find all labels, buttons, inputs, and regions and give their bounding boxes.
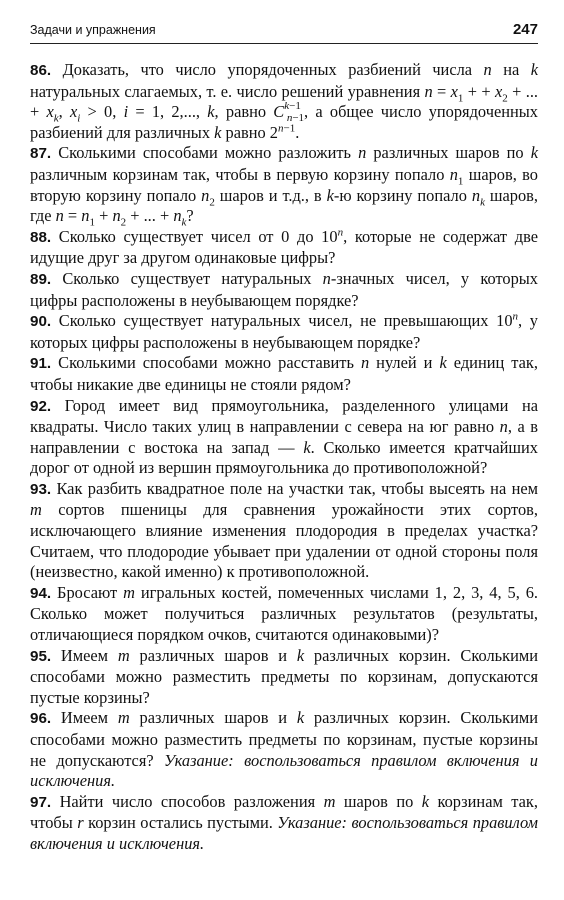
problem-item bbox=[30, 269, 538, 311]
problem-number: 97. bbox=[30, 793, 52, 811]
running-title: Задачи и упражнения bbox=[30, 23, 156, 37]
problem-item bbox=[30, 708, 538, 791]
problem-text: Сколько существует натуральных чисел, не превышающих 10$^n$, у которых цифры расположены в неубывающем порядке? bbox=[30, 310, 538, 352]
problem-text: Сколько существует натуральных n-значных чисел, у которых цифры расположены в неубывающем порядке? bbox=[30, 268, 538, 310]
problem-text: Доказать, что число упорядоченных разбиений числа n на k натуральных слагаемых, т. е. число решений уравнения $n = x_1$ + + $x_2$ + ... + $x_k$, $x_i > 0$, i = 1, 2,..., k, равно $C^{k-1}_{n-1}$, а общее число упорядоченных разбиений для различных k равно $2^{n-1}$. bbox=[30, 60, 539, 142]
problem-item bbox=[30, 227, 538, 269]
problem-text: Имеем m различных шаров и k различных корзин. Сколькими способами можно разместить предметы по корзинам, допускаются пустые корзины? bbox=[30, 645, 539, 707]
problem-text: Имеем m различных шаров и k различных корзин. Сколькими способами можно разместить предметы по корзинам, пустые корзины не допускаются? Указание: воспользоваться правилом включения и исключения. bbox=[30, 708, 539, 791]
problem-item bbox=[30, 792, 538, 855]
problem-item bbox=[30, 353, 538, 395]
problem-text: Сколькими способами можно расставить n нулей и k единиц так, чтобы никакие две единицы не стояли рядом? bbox=[30, 353, 538, 394]
problem-item bbox=[30, 646, 538, 709]
problem-number: 94. bbox=[30, 584, 52, 602]
problem-item bbox=[30, 143, 539, 229]
problem-text: Найти число способов разложения m шаров по k корзинам так, чтобы r корзин остались пустыми. Указание: воспользоваться правилом включения и исключения. bbox=[30, 791, 538, 853]
problem-item bbox=[30, 479, 538, 583]
problem-number: 87. bbox=[30, 145, 52, 163]
problem-number: 95. bbox=[30, 647, 52, 665]
problem-number: 90. bbox=[30, 313, 52, 331]
problem-item bbox=[30, 583, 538, 646]
problem-number: 86. bbox=[30, 62, 52, 79]
problem-text: Сколько существует чисел от 0 до 10$^n$, которые не содержат две идущие друг за другом одинаковые цифры? bbox=[30, 226, 538, 268]
page-number: 247 bbox=[512, 21, 538, 38]
problem-number: 89. bbox=[30, 270, 52, 288]
problem-number: 92. bbox=[30, 397, 52, 415]
problem-number: 96. bbox=[30, 710, 52, 728]
problem-text: Как разбить квадратное поле на участки так, чтобы высеять на нем m сортов пшеницы для сравнения урожайности этих сортов, исключающего влияние изменения плодородия в пределах участка? Считаем, что плодородие убывает при удалении от одной стороны поля (неизвестно, какой именно) к противоположной. bbox=[30, 478, 538, 582]
problem-item bbox=[30, 311, 538, 353]
problem-item bbox=[30, 396, 538, 479]
problem-item bbox=[30, 60, 538, 143]
problem-number: 88. bbox=[30, 228, 52, 246]
problems-list bbox=[30, 60, 538, 855]
problem-text: Сколькими способами можно разложить n различных шаров по k различным корзинам так, чтобы в первую корзину попало $n_1$ шаров, во вторую корзину попало $n_2$ шаров и т.д., в k-ю корзину попало $n_k$ шаров, где $n = n_1 + n_2$ + ... + $n_k$? bbox=[30, 143, 539, 229]
problem-number: 93. bbox=[30, 480, 52, 498]
problem-number: 91. bbox=[30, 355, 52, 373]
problem-text: Бросают m игральных костей, помеченных числами 1, 2, 3, 4, 5, 6. Сколько может получиться различных результатов (результаты, отличающиеся порядком очков, считаются одинаковыми)? bbox=[30, 582, 539, 645]
problem-text: Город имеет вид прямоугольника, разделенного улицами на квадраты. Число таких улиц в направлении с севера на юг равно n, а в направлении с востока на запад — k. Сколько имеется кратчайших дорог от одной из вершин прямоугольника до противоположной? bbox=[30, 395, 538, 478]
running-head bbox=[30, 21, 538, 44]
